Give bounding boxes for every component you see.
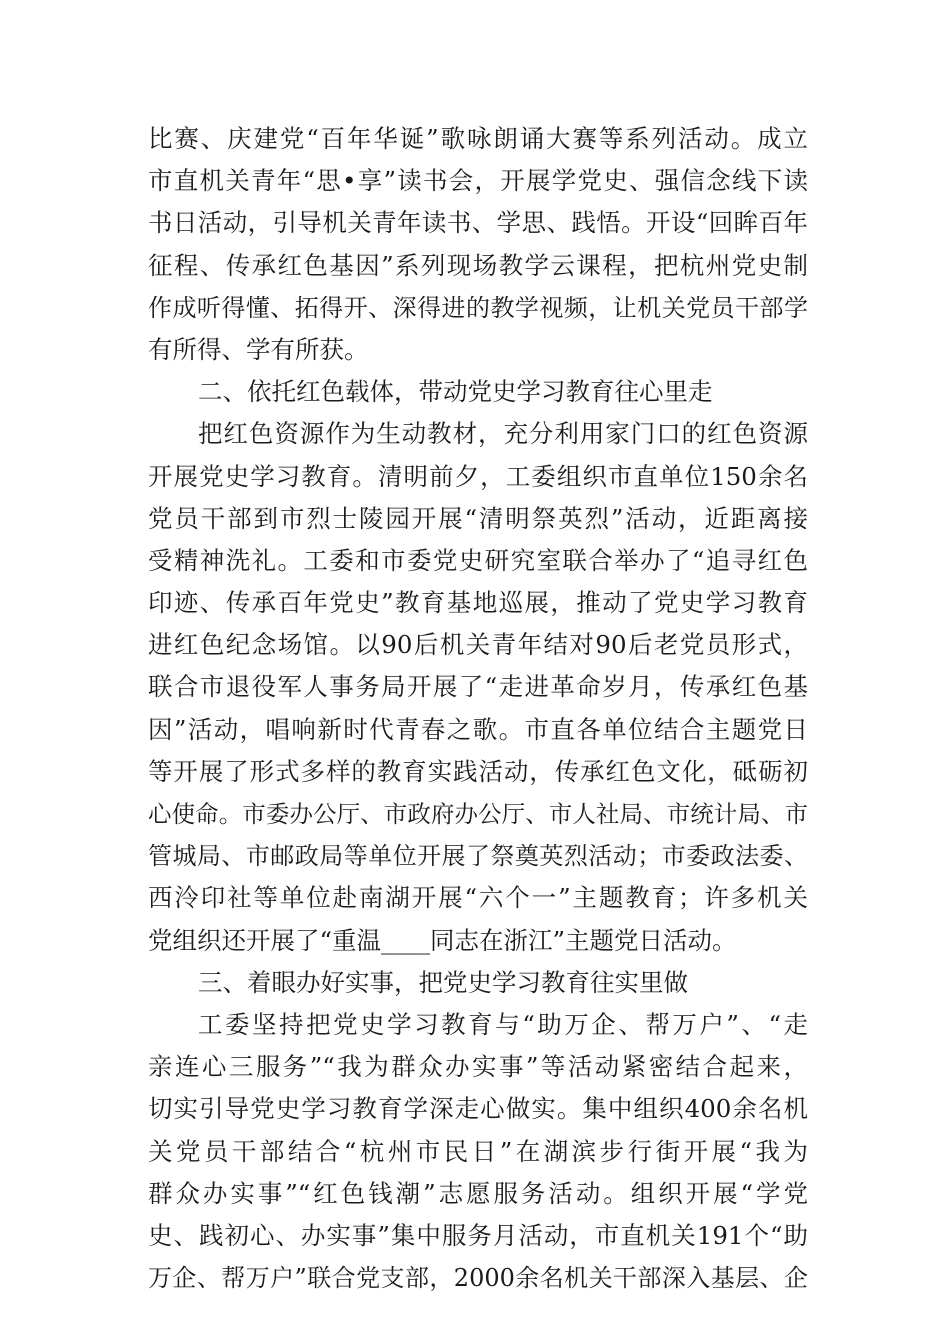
text-line: 比赛、庆建党“百年华诞”歌咏朗诵大赛等系列活动。成立 — [148, 124, 808, 153]
text-line: 西泠印社等单位赴南湖开展“六个一”主题教育；许多机关 — [148, 883, 808, 913]
text-line: 工委坚持把党史学习教育与“助万企、帮万户”、“走 — [198, 1009, 808, 1039]
text-line: 书日活动，引导机关青年读书、学思、践悟。开设“回眸百年 — [148, 208, 808, 238]
text-line: 关党员干部结合“杭州市民日”在湖滨步行街开展“我为 — [148, 1136, 808, 1166]
text-line: 征程、传承红色基因”系列现场教学云课程，把杭州党史制 — [148, 250, 808, 280]
text-line: 史、践初心、办实事”集中服务月活动，市直机关191个“助 — [148, 1220, 808, 1250]
text-line: 作成听得懂、拓得开、深得进的教学视频，让机关党员干部学 — [148, 293, 808, 322]
text-line: 亲连心三服务”“我为群众办实事”等活动紧密结合起来， — [148, 1052, 808, 1082]
text-line: 受精神洗礼。工委和市委党史研究室联合举办了“追寻红色 — [148, 545, 808, 575]
text-line: 切实引导党史学习教育学深走心做实。集中组织400余名机 — [148, 1094, 808, 1124]
text-line: 市直机关青年“思•享”读书会，开展学党史、强信念线下读 — [148, 166, 808, 196]
text-line: 党组织还开展了“重温____同志在浙江”主题党日活动。 — [148, 925, 737, 955]
text-line: 把红色资源作为生动教材，充分利用家门口的红色资源 — [198, 419, 808, 449]
text-line: 党员干部到市烈士陵园开展“清明祭英烈”活动，近距离接 — [148, 503, 808, 533]
text-line: 联合市退役军人事务局开展了“走进革命岁月，传承红色基 — [148, 672, 808, 702]
text-line: 心使命。市委办公厅、市政府办公厅、市人社局、市统计局、市 — [148, 800, 808, 828]
text-line: 等开展了形式多样的教育实践活动，传承红色文化，砥砺初 — [148, 756, 808, 786]
text-line: 管城局、市邮政局等单位开展了祭奠英烈活动；市委政法委、 — [148, 842, 808, 871]
text-line: 印迹、传承百年党史”教育基地巡展，推动了党史学习教育 — [148, 588, 808, 618]
text-line: 万企、帮万户”联合党支部，2000余名机关干部深入基层、企 — [148, 1264, 808, 1293]
text-line: 群众办实事”“红色钱潮”志愿服务活动。组织开展“学党 — [148, 1178, 808, 1208]
text-line: 开展党史学习教育。清明前夕，工委组织市直单位150余名 — [148, 461, 808, 491]
text-line: 三、着眼办好实事，把党史学习教育往实里做 — [198, 967, 688, 997]
document-body — [148, 118, 808, 1299]
text-line: 进红色纪念场馆。以90后机关青年结对90后老党员形式， — [148, 630, 808, 660]
text-line: 有所得、学有所获。 — [148, 334, 369, 364]
text-line: 因”活动，唱响新时代青春之歌。市直各单位结合主题党日 — [148, 714, 808, 744]
text-line: 二、依托红色载体，带动党史学习教育往心里走 — [198, 377, 713, 407]
